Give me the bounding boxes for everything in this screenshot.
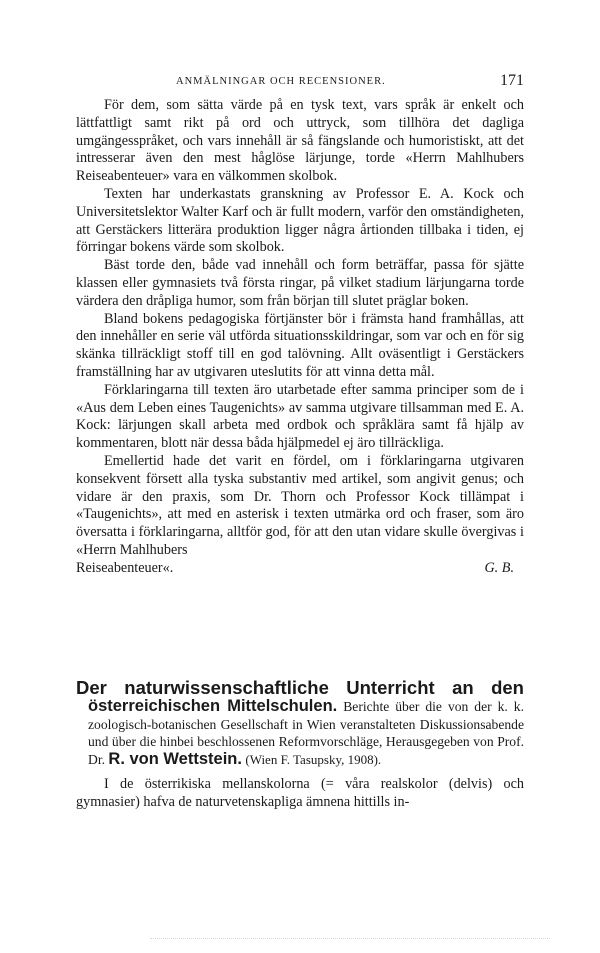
- publisher-info: (Wien F. Tasupsky, 1908).: [245, 751, 382, 767]
- paragraph: För dem, som sätta värde på en tysk text, vars språk är enkelt och lättfattligt samt rikt på ord och uttryck, som tillhöra det dagliga umgängesspråket, och vars innehåll är så fängslande och humoristiskt, att det intresserar även den mest håglöse lärjunge, torde «Herrn Mahlhubers Reiseabenteuer» vara en välkommen skolbok.: [76, 97, 524, 185]
- title-word: Unterricht: [346, 677, 435, 698]
- reviewer-signature: G. B.: [484, 559, 514, 576]
- previous-review: [76, 97, 524, 578]
- signature-line: [76, 560, 524, 578]
- review-title-line-1: [76, 678, 524, 698]
- paragraph: Bland bokens pedagogiska förtjänster bör i främsta hand framhållas, att den innehåller en serie väl utförda situationsskildringar, som var och en för sig skänka tillräckligt stoff till en god talövning. Allt oväsentligt i Gerstäckers framställning har av utgivaren uteslutits för att vinna detta mål.: [76, 310, 524, 380]
- title-word: naturwissenschaftliche: [124, 677, 329, 698]
- citation-details: Berichte über die von der k. k. zoologisch-botanischen Gesellschaft in Wien veranstalteten Diskussionsabende und über die hinbei beschlossenen Reformvorschläge, Herausgegeben von Prof. Dr.: [88, 699, 524, 767]
- last-line: Reiseabenteuer«.: [76, 559, 174, 576]
- new-review: [76, 678, 524, 812]
- title-word: an: [452, 677, 474, 698]
- editor-name: R. von Wettstein.: [108, 749, 242, 768]
- title-word: den: [491, 677, 524, 698]
- page-header: [76, 72, 524, 94]
- title-word: Der: [76, 677, 107, 698]
- paragraph: Texten har underkastats granskning av Professor E. A. Kock och Universitetslektor Walter Karf och är fullt modern, varför den omständigheten, att Gerstäckers litterära produktion ligger några årtionden tillbaka i tiden, ej förringar bokens värde som skolbok.: [76, 185, 524, 256]
- review-body-text: I de österrikiska mellanskolorna (= våra realskolor (delvis) och gymnasier) hafva de naturvetenskapliga ämnena hittills in-: [76, 776, 524, 811]
- page-number: 171: [500, 72, 524, 89]
- paragraph: Emellertid hade det varit en fördel, om i förklaringarna utgivaren konsekvent försett alla tyska substantiv med artikel, som angivit genus; och vidare är den praxis, som Dr. Thorn och Professor Kock tillämpat i «Taugenichts», att med en asterisk i texten utmärka ord och fraser, som äro översatta i förklaringarna, alltför god, för att den utan vidare skulle övergivas i «Herrn Mahlhubers: [76, 452, 524, 558]
- running-head: ANMÄLNINGAR OCH RECENSIONER.: [176, 76, 386, 87]
- scan-noise: [150, 938, 550, 941]
- citation-text: [88, 698, 524, 768]
- paragraph: Förklaringarna till texten äro utarbetade efter samma principer som de i «Aus dem Leben eines Taugenichts» av samma utgivare tillsamman med E. A. Kock: lärjungen skall arbeta med ordbok och språklära samt få hjälp av kommentaren, blott när dessa båda hjälpmedel ej äro tillräckliga.: [76, 381, 524, 452]
- review-citation: [76, 698, 524, 768]
- review-title-line-2: österreichischen Mittelschulen.: [88, 697, 338, 715]
- paragraph: Bäst torde den, både vad innehåll och form beträffar, passa för sjätte klassen eller gymnasiets två första ringar, på vilket stadium lärjungarna torde värdera den dråpliga humor, som från början till slutet präglar boken.: [76, 257, 524, 309]
